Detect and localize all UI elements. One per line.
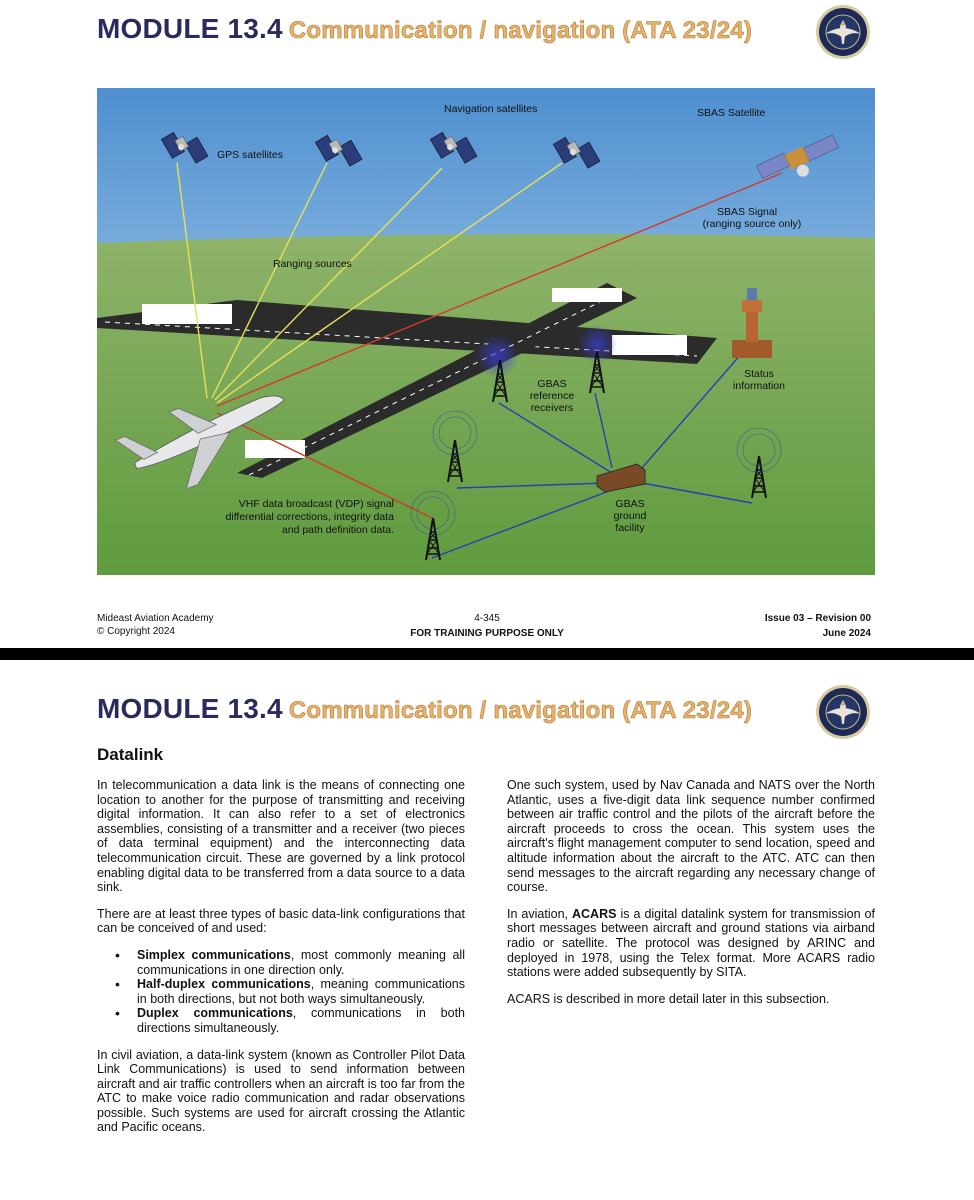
label-ranging-sources: Ranging sources [273,258,352,270]
label-sbas-signal: SBAS Signal [716,206,778,218]
module-title [97,13,752,45]
text: In aviation, [507,906,572,921]
paragraph [507,907,875,980]
module-title [97,693,752,725]
list-item [137,1006,465,1035]
term: Half-duplex communications [137,977,311,992]
label-vdb-2: differential corrections, integrity data [225,511,394,523]
academy-logo [815,4,871,60]
label-navigation-satellites: Navigation satellites [444,103,538,115]
label-gps-satellites: GPS satellites [217,149,283,161]
footer-training-note: FOR TRAINING PURPOSE ONLY [410,628,564,639]
footer-org-name: Mideast Aviation Academy [97,613,214,624]
term: ACARS [572,906,617,921]
footer-revision [700,611,871,641]
label-gbas-ground-1: GBAS [615,498,645,510]
module-subtitle: Communication / navigation (ATA 23/24) [288,17,753,44]
gbas-navigation-diagram [97,88,875,575]
module-subtitle: Communication / navigation (ATA 23/24) [288,697,753,724]
module-number: MODULE 13.4 [97,693,283,724]
term: Duplex communications [137,1006,293,1021]
document-page-2 [0,660,974,1200]
footer-org [97,612,214,638]
term: Simplex communications [137,947,291,962]
definition: , most commonly meaning all communications in one direction only. [137,947,465,977]
label-gbas-ref-1: GBAS [537,378,567,390]
footer-date: June 2024 [822,628,871,639]
bullet-list [97,948,465,1036]
label-status-1: Status [744,368,774,380]
footer-copyright: © Copyright 2024 [97,626,175,637]
list-item [137,977,465,1006]
label-status-2: information [733,380,785,392]
label-sbas-signal-note: (ranging source only) [702,218,802,230]
paragraph: In telecommunication a data link is the means of connecting one location to another for the purpose of transmitting and receiving digital information. It can also refer to a set of electronics assemblies, consisting of a transmitter and a receiver (two pieces of data terminal equipment) and the interconnecting data telecommunication circuit. These are governed by a link protocol enabling digital data to be transferred from a data source to a data sink. [97,778,465,895]
label-gbas-ref-2: reference [529,390,575,402]
footer-issue: Issue 03 – Revision 00 [764,613,871,624]
text: is a digital datalink system for transmission of short messages between aircraft and ground stations via airband radio or satellite. The protocol was designed by ARINC and deployed in 1978, using the Telex format. More ACARS radio stations were added subsequently by SITA. [507,906,875,980]
paragraph: There are at least three types of basic data-link configurations that can be conceived of and used: [97,906,465,936]
paragraph: ACARS is described in more detail later in this subsection. [507,991,830,1006]
label-gbas-ground-3: facility [615,522,645,534]
label-gbas-ground-2: ground [613,510,647,522]
module-number: MODULE 13.4 [97,13,283,44]
footer-center [362,611,612,641]
section-heading: Datalink [97,745,164,764]
paragraph: One such system, used by Nav Canada and NATS over the North Atlantic, uses a five-digit data link sequence number confirmed between air traffic control and the pilots of the aircraft before the aircraft proceeds to cross the ocean. This system uses the aircraft's flight management computer to send location, speed and altitude information about the aircraft to the ATC. ATC can then send messages to the aircraft regarding any necessary change of course. [507,778,875,895]
definition: , meaning communications in both directions, but not both ways simultaneously. [137,977,466,1006]
list-item [137,948,465,977]
label-vdb-3: and path definition data. [281,524,394,536]
left-column [97,778,465,1147]
right-column [507,778,875,1018]
definition: , communications in both directions simultaneously. [137,1006,465,1035]
label-vdb-1: VHF data broadcast (VDP) signal [238,498,394,510]
paragraph: In civil aviation, a data-link system (known as Controller Pilot Data Link Communications) is used to send information between aircraft and air traffic controllers when an aircraft is too far from the ATC to make voice radio communication and radar observations possible. Such systems are used for aircraft crossing the Atlantic and Pacific oceans. [97,1047,465,1135]
academy-logo [815,684,871,740]
footer-page-number: 4-345 [474,613,500,624]
label-sbas-satellite: SBAS Satellite [697,107,766,119]
label-gbas-ref-3: receivers [530,402,574,414]
